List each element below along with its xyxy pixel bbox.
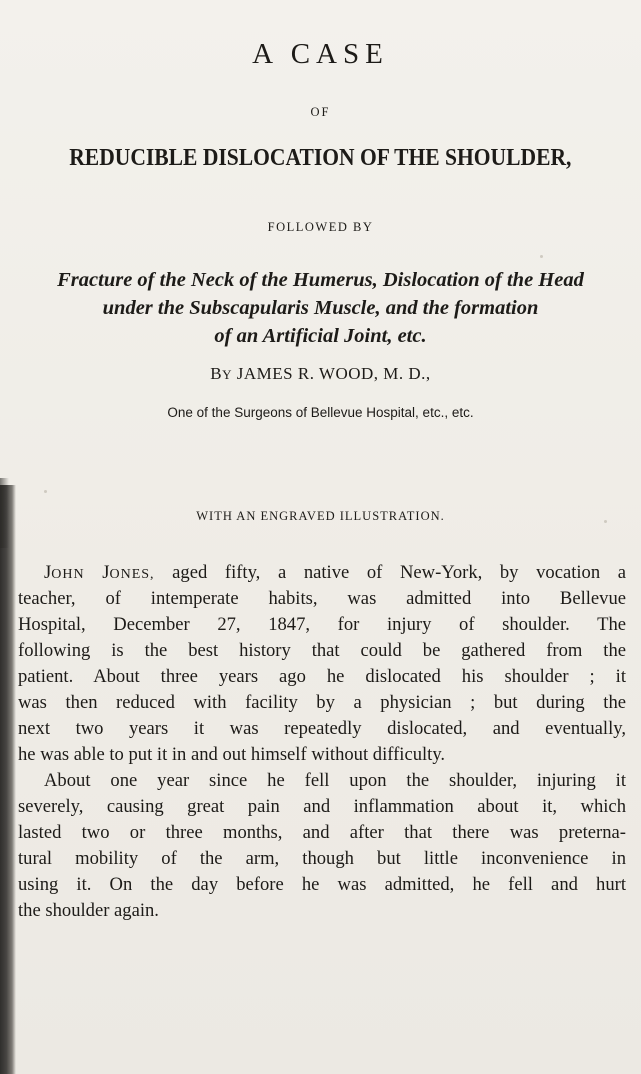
- subtitle: [0, 266, 641, 350]
- body-line: Hospital, December 27, 1847, for injury of shoulder. The: [18, 614, 626, 635]
- author-line: [0, 365, 641, 382]
- paper-speck: [44, 490, 47, 493]
- title-case: A CASE: [252, 38, 389, 70]
- body-text: [18, 560, 626, 924]
- author-prefix-initial: B: [210, 364, 223, 383]
- author-name: JAMES R. WOOD, M. D.,: [236, 364, 431, 383]
- body-line: the shoulder again.: [18, 900, 159, 921]
- body-line: teacher, of intemperate habits, was admitted into Bellevue: [18, 588, 626, 609]
- body-line: About one year since he fell upon the shoulder, injuring it: [44, 770, 626, 791]
- body-line: JOHN JONES, aged fifty, a native of New-York, by vocation a: [44, 562, 626, 583]
- binding-shadow: [0, 485, 16, 1074]
- body-line: severely, causing great pain and inflammation about it, which: [18, 796, 626, 817]
- body-line: using it. On the day before he was admitted, he fell and hurt: [18, 874, 626, 895]
- body-line: he was able to put it in and out himself without difficulty.: [18, 744, 446, 765]
- subtitle-line: of an Artificial Joint, etc.: [214, 325, 427, 347]
- body-line: lasted two or three months, and after that there was preterna-: [18, 822, 626, 843]
- main-title: [0, 146, 641, 171]
- illustration-note: WITH AN ENGRAVED ILLUSTRATION.: [196, 509, 445, 523]
- followed-by: FOLLOWED BY: [267, 220, 374, 234]
- subtitle-line: Fracture of the Neck of the Humerus, Dislocation of the Head: [57, 269, 584, 291]
- subtitle-line: under the Subscapularis Muscle, and the formation: [102, 297, 539, 319]
- body-line: patient. About three years ago he dislocated his shoulder ; it: [18, 666, 626, 687]
- main-title-text: REDUCIBLE DISLOCATION OF THE SHOULDER,: [69, 144, 572, 171]
- author-prefix-rest: Y: [222, 367, 233, 382]
- body-line: following is the best history that could be gathered from the: [18, 640, 626, 661]
- author-affiliation: One of the Surgeons of Bellevue Hospital, etc., etc.: [167, 405, 474, 420]
- title-of: OF: [310, 105, 331, 119]
- paper-speck: [540, 255, 543, 258]
- body-line: was then reduced with facility by a physician ; but during the: [18, 692, 626, 713]
- body-line: tural mobility of the arm, though but little inconvenience in: [18, 848, 626, 869]
- body-line: next two years it was repeatedly dislocated, and eventually,: [18, 718, 626, 739]
